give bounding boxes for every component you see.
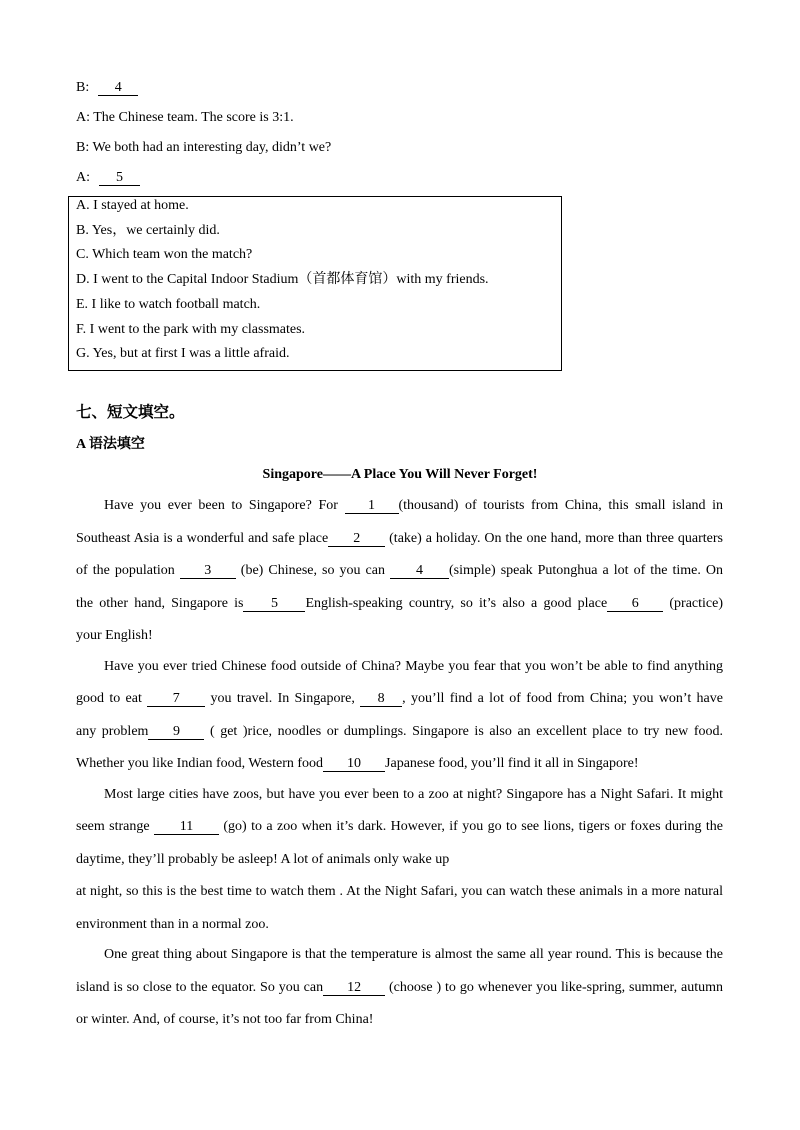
- dialogue: [76, 73, 723, 193]
- answer-blank: 8: [360, 692, 402, 707]
- passage-line: [76, 490, 723, 523]
- passage-text: One great thing about Singapore is that the temperature is almost the same all year round. This is because the: [104, 947, 723, 962]
- passage: [76, 490, 723, 1037]
- dialogue-line: B: We both had an interesting day, didn’t we?: [76, 140, 332, 155]
- passage-line: [76, 651, 723, 684]
- passage-text: Southeast Asia is a wonderful and safe place: [76, 530, 329, 546]
- option-item: B. Yes，we certainly did.: [76, 222, 220, 238]
- passage-text: any problem: [76, 723, 149, 739]
- passage-text: (thousand) of tourists from China, this small island in: [398, 498, 724, 513]
- subsection-heading: A 语法填空: [76, 437, 145, 452]
- answer-blank: 5: [99, 171, 140, 186]
- answer-blank: 12: [323, 981, 385, 996]
- passage-paragraph: [76, 651, 723, 781]
- option-item: G. Yes, but at first I was a little afraid.: [76, 346, 290, 362]
- passage-line: [76, 909, 723, 942]
- passage-text: daytime, they’ll probably be asleep! A lot of animals only wake up: [76, 851, 450, 867]
- passage-line: [76, 683, 723, 716]
- answer-blank: 1: [345, 499, 399, 514]
- passage-text: you travel. In Singapore,: [205, 691, 361, 706]
- passage-line: [76, 748, 723, 781]
- option-item: E. I like to watch football match.: [76, 296, 261, 312]
- answer-blank: 4: [390, 564, 449, 579]
- passage-paragraph: [76, 779, 723, 942]
- dialogue-line: [76, 163, 723, 193]
- passage-text: of the population: [76, 563, 180, 578]
- passage-line: [76, 588, 723, 621]
- option-item: D. I went to the Capital Indoor Stadium（首都体育馆）with my friends.: [76, 272, 489, 288]
- option-item: A. I stayed at home.: [76, 198, 189, 213]
- option-item: F. I went to the park with my classmates.: [76, 321, 306, 337]
- passage-line: [76, 523, 723, 556]
- passage-line: [76, 779, 723, 812]
- passage-text: island is so close to the equator. So you can: [76, 979, 324, 995]
- passage-text: (take) a holiday. On the one hand, more than three quarters: [385, 530, 723, 546]
- passage-text: or winter. And, of course, it’s not too far from China!: [76, 1012, 374, 1027]
- passage-text: your English!: [76, 628, 153, 643]
- passage-text: (go) to a zoo when it’s dark. However, if you go to see lions, tigers or foxes during the: [218, 819, 723, 834]
- answer-blank: 2: [328, 532, 385, 547]
- dialogue-line: A: The Chinese team. The score is 3:1.: [76, 110, 294, 125]
- passage-line: [76, 555, 723, 588]
- answer-blank: 7: [147, 692, 205, 707]
- passage-line: [76, 844, 723, 877]
- answer-blank: 3: [180, 564, 236, 579]
- passage-text: at night, so this is the best time to watch them . At the Night Safari, you can watch these animals in a more natural: [76, 884, 723, 899]
- speaker-label: B:: [76, 80, 90, 95]
- passage-text: environment than in a normal zoo.: [76, 916, 269, 932]
- options-box: [68, 196, 562, 371]
- passage-line: [76, 1004, 723, 1037]
- passage-line: [76, 620, 723, 653]
- passage-line: [76, 972, 723, 1005]
- answer-blank: 10: [323, 757, 385, 772]
- passage-text: Have you ever been to Singapore? For: [104, 498, 345, 513]
- answer-blank: 6: [607, 597, 663, 612]
- passage-text: the other hand, Singapore is: [76, 595, 244, 611]
- answer-blank: 9: [148, 725, 204, 740]
- passage-paragraph: [76, 490, 723, 653]
- passage-line: [76, 876, 723, 909]
- passage-text: (be) Chinese, so you can: [235, 563, 391, 578]
- passage-line: [76, 939, 723, 972]
- answer-blank: 5: [243, 597, 305, 612]
- passage-text: good to eat: [76, 691, 148, 706]
- passage-text: seem strange: [76, 819, 154, 834]
- section-heading: 七、短文填空。: [76, 404, 185, 421]
- dialogue-line: [76, 73, 723, 103]
- passage-text: English-speaking country, so it’s also a good place: [305, 595, 608, 611]
- options-list: [76, 196, 561, 367]
- passage-line: [76, 811, 723, 844]
- passage-line: [76, 716, 723, 749]
- passage-text: (simple) speak Putonghua a lot of the time. On: [449, 563, 723, 578]
- passage-text: Whether you like Indian food, Western food: [76, 756, 324, 771]
- answer-blank: 4: [98, 81, 138, 96]
- passage-title: Singapore——A Place You Will Never Forget!: [262, 467, 538, 482]
- passage-text: (practice): [663, 595, 723, 611]
- speaker-label: A:: [76, 170, 90, 185]
- passage-text: Japanese food, you’ll find it all in Singapore!: [385, 756, 639, 771]
- passage-text: Have you ever tried Chinese food outside of China? Maybe you fear that you won’t be able to find anything: [104, 658, 723, 674]
- answer-blank: 11: [154, 820, 219, 835]
- passage-text: ( get )rice, noodles or dumplings. Singapore is also an excellent place to try new food.: [204, 723, 723, 739]
- passage-text: , you’ll find a lot of food from China; you won’t have: [402, 691, 723, 706]
- passage-text: (choose ) to go whenever you like-spring, summer, autumn: [385, 979, 723, 995]
- passage-text: Most large cities have zoos, but have you ever been to a zoo at night? Singapore has a Night Safari. It might: [104, 786, 723, 802]
- passage-paragraph: [76, 939, 723, 1037]
- option-item: C. Which team won the match?: [76, 247, 253, 263]
